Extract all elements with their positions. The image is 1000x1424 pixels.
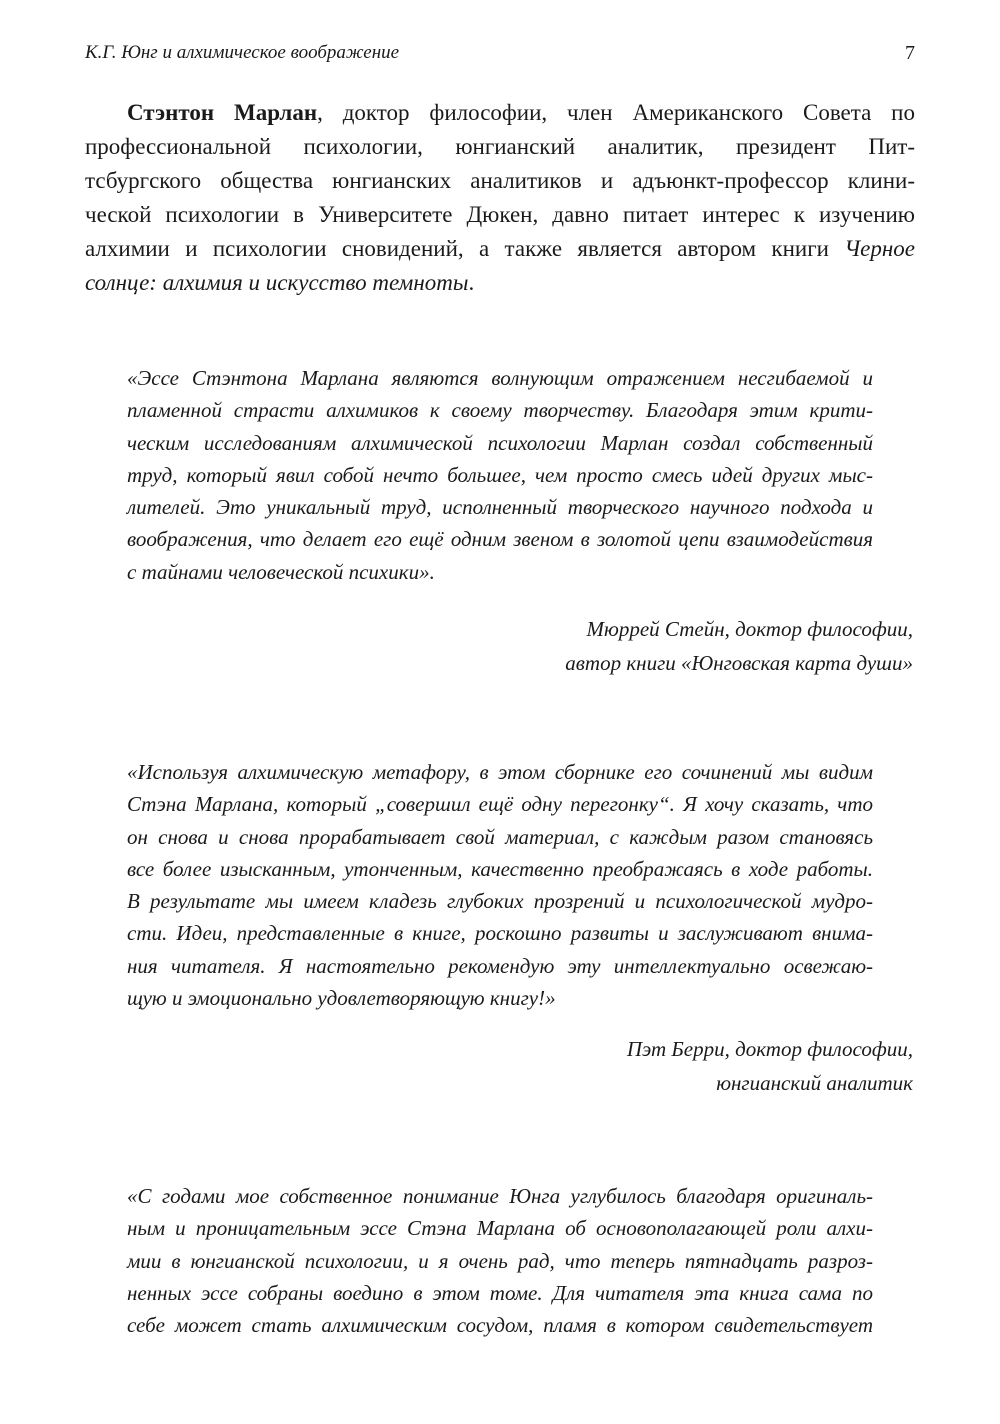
quote-line: щую и эмоционально удовлетворяющую книгу!» — [127, 986, 556, 1011]
bio-text: алхимии и психологии сновидений, а также является автором книги — [85, 236, 845, 261]
quote-line: «Эссе Стэнтона Марлана являются волнующим отражением несгибаемой и — [127, 366, 873, 390]
attribution-line: Пэт Берри, доктор философии, — [626, 1037, 913, 1061]
running-header: К.Г. Юнг и алхимическое воображение — [85, 42, 400, 63]
attribution-line: автор книги «Юнговская карта души» — [565, 651, 913, 675]
blurb-attribution — [565, 612, 913, 680]
bio-line: ческой психологии в Университете Дюкен, давно питает интерес к изучению — [85, 202, 915, 227]
quote-line: себе может стать алхимическим сосудом, пламя в котором свидетельствует — [127, 1313, 873, 1338]
blurb-quote — [127, 756, 873, 1014]
quote-line: ческим исследованиям алхимической психологии Марлан создал собственный — [127, 430, 873, 455]
bio-line — [85, 266, 915, 300]
quote-line: с тайнами человеческой психики». — [127, 559, 435, 584]
attribution-line: Мюррей Стейн, доктор философии, — [586, 617, 913, 641]
quote-line: воображения, что делает его ещё одним звеном в золотой цепи взаимодействия — [127, 527, 873, 552]
bio-text: , доктор философии, член Американского Совета по — [317, 100, 915, 125]
quote-line: «Используя алхимическую метафору, в этом сборнике его сочинений мы видим — [127, 760, 873, 784]
bio-line: тсбургского общества юнгианских аналитиков и адъюнкт-профессор клини- — [85, 168, 915, 193]
quote-line: ным и проницательным эссе Стэна Марлана об основополагающей роли алхи- — [127, 1216, 873, 1241]
attribution-line: юнгианский аналитик — [716, 1071, 913, 1095]
quote-line: Стэна Марлана, который „совершил ещё одну перегонку“. Я хочу сказать, что — [127, 792, 873, 817]
quote-line: мии в юнгианской психологии, и я очень рад, что теперь пятнадцать разроз- — [127, 1248, 873, 1273]
quote-line: лителей. Это уникальный труд, исполненный творческого научного подхода и — [127, 495, 873, 520]
quote-line: пламенной страсти алхимиков к своему творчеству. Благодаря этим крити- — [127, 398, 873, 423]
book-title: солнце: алхимия и искусство темноты — [85, 270, 469, 295]
bio-line — [85, 232, 915, 266]
quote-line: труд, который явил собой нечто большее, чем просто смесь идей других мыс- — [127, 462, 873, 487]
quote-line: сти. Идеи, представленные в книге, роскошно развиты и заслуживают внима- — [127, 921, 873, 946]
author-bio — [85, 96, 915, 300]
quote-line: В результате мы имеем кладезь глубоких прозрений и психологической мудро- — [127, 889, 873, 914]
bio-text: . — [468, 270, 475, 295]
quote-line: «С годами мое собственное понимание Юнга углубилось благодаря оригиналь- — [127, 1184, 873, 1208]
quote-line: все более изысканным, утонченным, качественно преображаясь в ходе работы. — [127, 856, 873, 881]
quote-line: он снова и снова прорабатывает свой материал, с каждым разом становясь — [127, 824, 873, 849]
blurb-quote — [127, 1180, 873, 1341]
author-name: Стэнтон Марлан — [127, 100, 318, 125]
bio-line: профессиональной психологии, юнгианский аналитик, президент Пит- — [85, 134, 915, 159]
book-title: Черное — [844, 236, 915, 261]
page-number: 7 — [905, 42, 915, 64]
quote-line: ния читателя. Я настоятельно рекомендую эту интеллектуально освежаю- — [127, 953, 873, 978]
quote-line: ненных эссе собраны воедино в этом томе. Для читателя эта книга сама по — [127, 1280, 873, 1305]
blurb-quote — [127, 362, 873, 588]
blurb-attribution — [627, 1032, 913, 1100]
bio-line — [85, 96, 915, 130]
